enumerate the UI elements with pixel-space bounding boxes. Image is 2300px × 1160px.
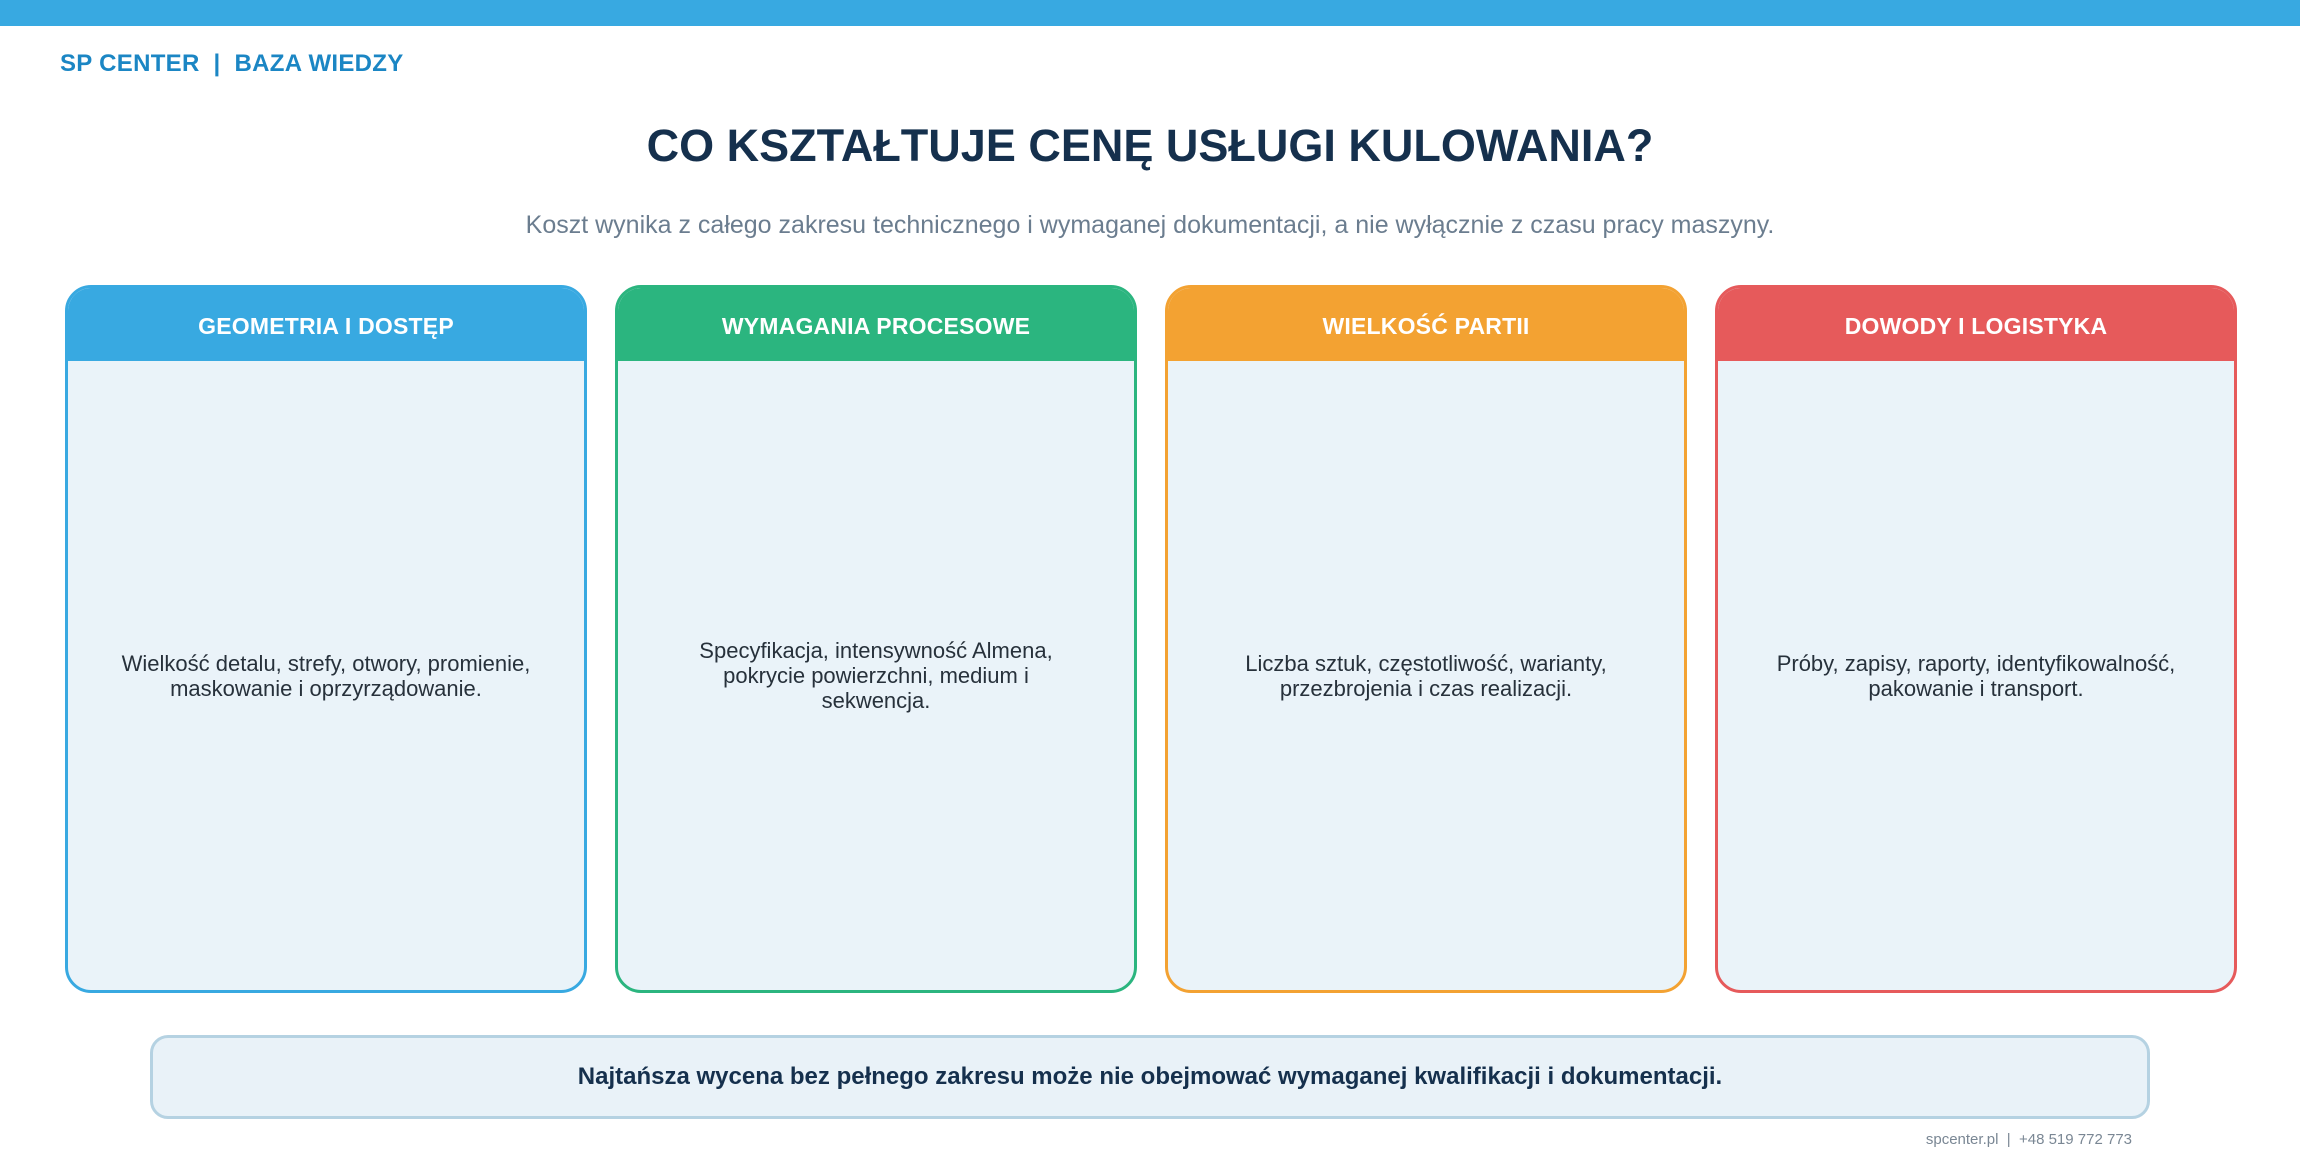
- page-title: CO KSZTAŁTUJE CENĘ USŁUGI KULOWANIA?: [646, 120, 1654, 171]
- warning-note: Najtańsza wycena bez pełnego zakresu może nie obejmować wymaganej kwalifikacji i dokumentacji.: [150, 1035, 2150, 1119]
- card-geometry: [65, 285, 587, 993]
- card-description: Próby, zapisy, raporty, identyfikowalność, pakowanie i transport.: [1776, 650, 2176, 701]
- card-process-requirements: [615, 285, 1137, 993]
- card-description: Liczba sztuk, częstotliwość, warianty, przezbrojenia i czas realizacji.: [1245, 650, 1607, 701]
- brand-header: SP CENTER | BAZA WIEDZY: [60, 50, 404, 77]
- card-batch-size: [1165, 285, 1687, 993]
- card-title: WIELKOŚĆ PARTII: [1168, 288, 1684, 361]
- card-description: Wielkość detalu, strefy, otwory, promienie, maskowanie i oprzyrządowanie.: [121, 650, 531, 701]
- top-accent-bar: [0, 0, 2300, 26]
- page-subtitle: Koszt wynika z całego zakresu technicznego i wymaganej dokumentacji, a nie wyłącznie z czasu pracy maszyny.: [525, 211, 1775, 239]
- factor-cards: [65, 285, 2235, 991]
- card-title: WYMAGANIA PROCESOWE: [618, 288, 1134, 361]
- footer-contact: spcenter.pl | +48 519 772 773: [1925, 1131, 2132, 1148]
- card-evidence-logistics: [1715, 285, 2237, 993]
- card-title: DOWODY I LOGISTYKA: [1718, 288, 2234, 361]
- card-description: Specyfikacja, intensywność Almena, pokrycie powierzchni, medium i sekwencja.: [699, 638, 1053, 713]
- card-title: GEOMETRIA I DOSTĘP: [68, 288, 584, 361]
